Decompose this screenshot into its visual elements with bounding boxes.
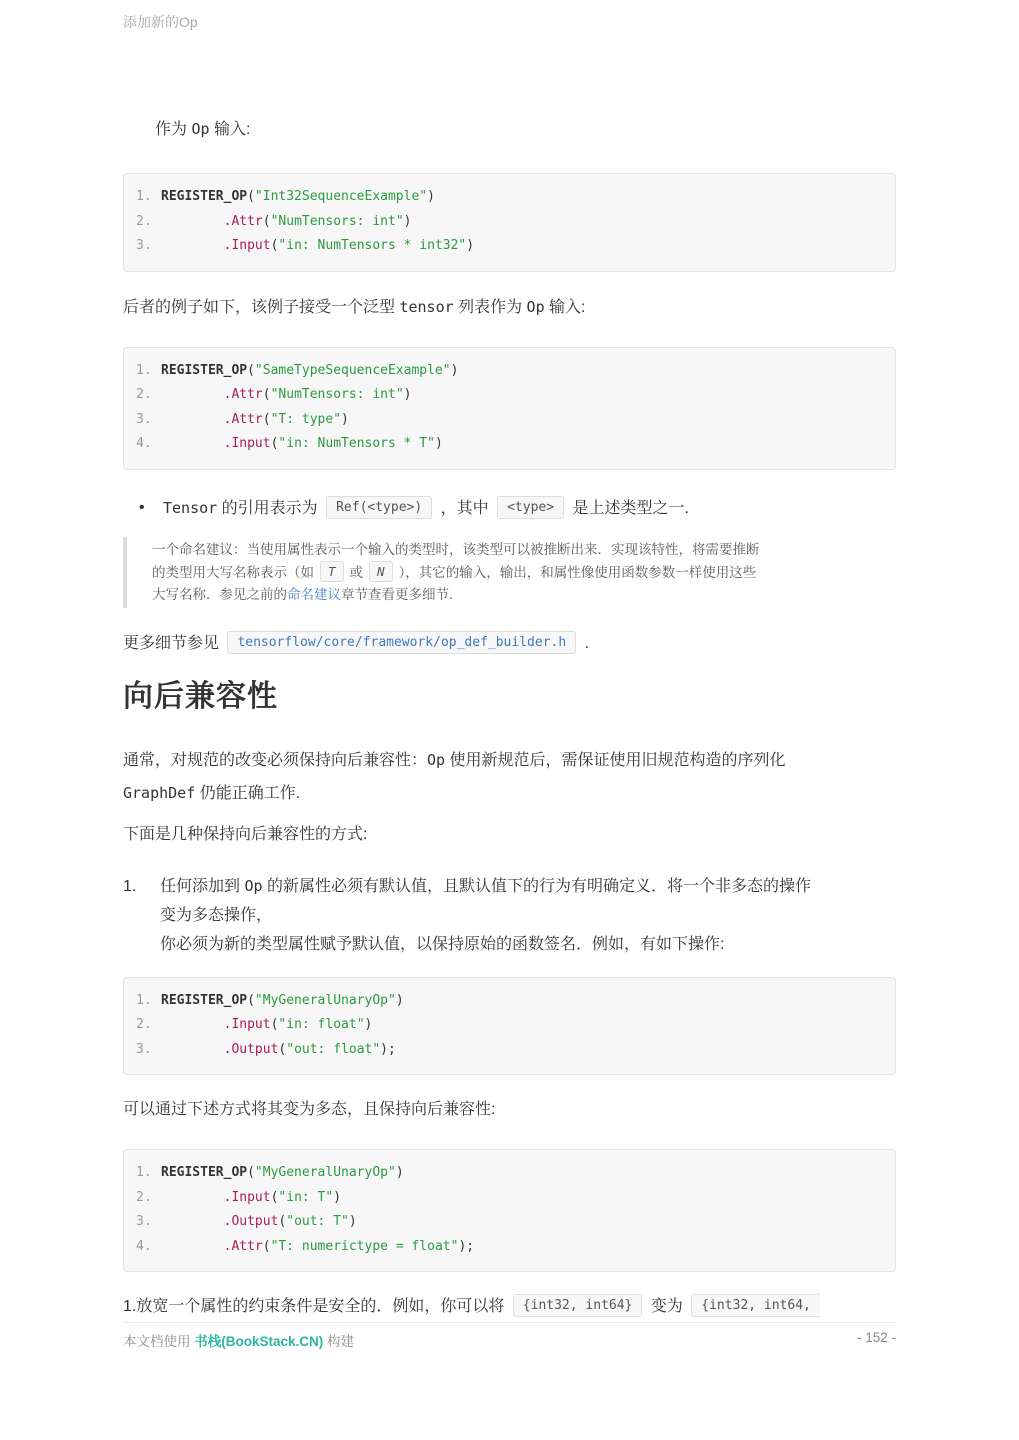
list-item-text bbox=[160, 872, 811, 959]
code-token: ) bbox=[450, 362, 459, 378]
code-token: ( bbox=[270, 1017, 279, 1032]
code-token bbox=[161, 412, 224, 427]
text-segment: 使用新规范后，需保证使用旧规范构造的序列化 bbox=[445, 751, 786, 769]
code-token: ( bbox=[247, 992, 255, 1008]
text-segment: 作为 bbox=[155, 121, 192, 138]
code-token: "T: numerictype = float" bbox=[270, 1238, 459, 1254]
code-block-my-general-unary-op-float bbox=[123, 977, 896, 1076]
text-segment: 构建 bbox=[323, 1334, 355, 1349]
code-line bbox=[136, 185, 895, 210]
code-token bbox=[161, 1214, 224, 1229]
quote-line bbox=[152, 539, 896, 561]
code-line bbox=[136, 359, 895, 384]
code-line bbox=[136, 1161, 895, 1186]
text-segment: 本文档使用 bbox=[123, 1334, 195, 1349]
doc-header-title: 添加新的Op bbox=[123, 14, 198, 30]
inline-code-pill-t: T bbox=[320, 561, 344, 582]
code-token: REGISTER_OP bbox=[161, 189, 248, 204]
code-token: ) bbox=[434, 436, 443, 451]
line-number: 1. bbox=[136, 189, 152, 204]
bullet-dot: • bbox=[139, 498, 145, 516]
code-token: ( bbox=[262, 213, 271, 229]
code-token: .Attr bbox=[223, 411, 263, 427]
code-line bbox=[136, 234, 895, 259]
code-token bbox=[161, 1190, 224, 1205]
inline-code-op: Op bbox=[427, 750, 446, 769]
quote-line bbox=[152, 584, 896, 606]
inline-code-tensor: tensor bbox=[399, 297, 454, 316]
inline-code-pill-int32-int64-clipped: {int32, int64, bbox=[691, 1294, 820, 1317]
code-block-my-general-unary-op-polymorphic bbox=[123, 1149, 896, 1272]
naming-suggestion-link[interactable]: 命名建议 bbox=[287, 586, 341, 602]
inline-code-pill-int32-int64: {int32, int64} bbox=[513, 1294, 643, 1317]
quote-line bbox=[152, 561, 896, 584]
line-number: 3. bbox=[136, 411, 152, 427]
code-token: "in: NumTensors * T" bbox=[278, 436, 435, 451]
paragraph-usually bbox=[123, 744, 896, 810]
code-token bbox=[161, 436, 224, 451]
op-def-builder-file-link[interactable]: tensorflow/core/framework/op_def_builder.h bbox=[227, 631, 576, 654]
inline-code-op: Op bbox=[244, 876, 263, 895]
line-number: 3. bbox=[136, 238, 152, 253]
code-line bbox=[136, 432, 895, 457]
text-segment: . bbox=[580, 634, 590, 652]
line-number: 4. bbox=[136, 436, 152, 451]
code-block-int32-sequence-example bbox=[123, 173, 896, 272]
code-line bbox=[136, 1186, 895, 1211]
text-segment: 变为多态操作， bbox=[160, 906, 273, 924]
line-number: 2. bbox=[136, 213, 152, 229]
inline-code-tensor: Tensor bbox=[163, 498, 218, 517]
text-segment: 的引用表示为 bbox=[217, 499, 323, 517]
code-token: ); bbox=[380, 1041, 396, 1057]
code-token bbox=[161, 1239, 224, 1254]
line-number: 3. bbox=[136, 1214, 152, 1229]
code-token: ( bbox=[247, 189, 255, 204]
code-token: .Input bbox=[223, 436, 271, 451]
code-token bbox=[161, 1017, 224, 1032]
code-token: ) bbox=[333, 1189, 342, 1205]
code-token: ( bbox=[278, 1214, 287, 1229]
code-token: "SameTypeSequenceExample" bbox=[254, 362, 451, 378]
text-segment: ，其中 bbox=[436, 499, 494, 517]
text-segment: 是上述类型之一. bbox=[568, 499, 689, 517]
inline-code-pill-ref-type: Ref(<type>) bbox=[326, 496, 432, 519]
paragraph-as-op-input bbox=[123, 116, 896, 143]
line-number: 1. bbox=[136, 1165, 152, 1180]
inline-code-pill-type: <type> bbox=[497, 496, 564, 519]
inline-code-graphdef: GraphDef bbox=[123, 783, 196, 802]
line-number: 3. bbox=[136, 1041, 152, 1057]
code-token: "MyGeneralUnaryOp" bbox=[254, 992, 396, 1008]
text-segment: 任何添加到 bbox=[160, 877, 245, 895]
code-token: ( bbox=[270, 436, 279, 451]
text-segment: 的类型用大写名称表示（如 bbox=[152, 564, 314, 580]
ordered-list-item-1 bbox=[123, 872, 896, 959]
code-line bbox=[136, 210, 895, 235]
code-line bbox=[136, 1038, 895, 1063]
code-token: "in: T" bbox=[278, 1189, 334, 1205]
code-token: ) bbox=[364, 1017, 373, 1032]
code-token: "MyGeneralUnaryOp" bbox=[254, 1165, 396, 1180]
code-token bbox=[161, 387, 224, 402]
code-token: .Input bbox=[223, 1017, 271, 1032]
text-segment: 1.放宽一个属性的约束条件是安全的．例如，你可以将 bbox=[123, 1298, 509, 1315]
code-token: "in: float" bbox=[278, 1017, 365, 1032]
code-line bbox=[136, 408, 895, 433]
code-token: "T: type" bbox=[270, 411, 342, 427]
code-token: .Input bbox=[223, 1189, 271, 1205]
code-line bbox=[136, 383, 895, 408]
footer-build-note bbox=[123, 1330, 354, 1350]
line-number: 2. bbox=[136, 1189, 152, 1205]
code-token bbox=[161, 214, 224, 229]
text-segment: 通常，对规范的改变必须保持向后兼容性： bbox=[123, 751, 428, 769]
code-token: REGISTER_OP bbox=[161, 1165, 248, 1180]
code-token: "NumTensors: int" bbox=[270, 213, 404, 229]
line-number: 4. bbox=[136, 1238, 152, 1254]
code-line bbox=[136, 1235, 895, 1260]
code-line bbox=[136, 989, 895, 1014]
line-number: 1. bbox=[136, 362, 152, 378]
code-token: .Attr bbox=[223, 387, 263, 402]
code-token bbox=[161, 238, 224, 253]
code-token: .Output bbox=[223, 1041, 279, 1057]
code-token: ( bbox=[278, 1041, 287, 1057]
naming-suggestion-blockquote bbox=[123, 537, 896, 608]
page-number: - 152 - bbox=[856, 1330, 896, 1345]
paragraph-more-details bbox=[123, 630, 896, 658]
text-segment: 的新属性必须有默认值，且默认值下的行为有明确定义．将一个非多态的操作 bbox=[262, 877, 811, 895]
inline-code-pill-n: N bbox=[369, 561, 393, 582]
code-token: REGISTER_OP bbox=[161, 992, 248, 1008]
code-token: "NumTensors: int" bbox=[270, 387, 404, 402]
text-segment: 更多细节参见 bbox=[123, 634, 224, 652]
text-segment: ），其它的输入，输出，和属性像使用函数参数一样使用这些 bbox=[398, 564, 757, 580]
bookstack-brand-link[interactable]: 书栈(BookStack.CN) bbox=[194, 1334, 324, 1349]
code-block-same-type-sequence-example bbox=[123, 347, 896, 470]
code-token: ( bbox=[262, 1238, 271, 1254]
code-token: ( bbox=[262, 411, 271, 427]
line-number: 2. bbox=[136, 387, 152, 402]
code-token: ) bbox=[466, 238, 475, 253]
code-token: "in: NumTensors * int32" bbox=[278, 238, 467, 253]
code-token: "out: float" bbox=[286, 1041, 381, 1057]
code-token: ) bbox=[395, 1165, 404, 1180]
code-token: ( bbox=[247, 362, 255, 378]
code-token: .Input bbox=[223, 238, 271, 253]
paragraph-polymorphic: 可以通过下述方式将其变为多态，且保持向后兼容性: bbox=[123, 1101, 496, 1118]
code-token: ( bbox=[270, 238, 279, 253]
code-token: .Attr bbox=[223, 213, 263, 229]
line-number: 1. bbox=[136, 992, 152, 1008]
code-token: ( bbox=[262, 387, 271, 402]
code-token: ) bbox=[427, 189, 435, 204]
code-token: ) bbox=[341, 411, 349, 427]
code-token: .Attr bbox=[223, 1238, 263, 1254]
code-token: ( bbox=[247, 1165, 255, 1180]
text-segment: 后者的例子如下，该例子接受一个泛型 bbox=[123, 298, 400, 316]
text-segment: 变为 bbox=[646, 1298, 688, 1315]
code-token: REGISTER_OP bbox=[161, 362, 248, 378]
bullet-item-tensor-ref bbox=[123, 494, 896, 523]
paragraph-latter-example bbox=[123, 294, 896, 321]
page-footer bbox=[123, 1322, 896, 1350]
code-token: ( bbox=[270, 1189, 279, 1205]
code-token: "Int32SequenceExample" bbox=[254, 189, 428, 204]
section-heading-backward-compatibility: 向后兼容性 bbox=[123, 679, 278, 713]
code-token bbox=[161, 1042, 224, 1057]
code-token: .Output bbox=[223, 1214, 279, 1229]
code-line bbox=[136, 1210, 895, 1235]
code-token: ) bbox=[403, 213, 412, 229]
text-segment: 仍能正确工作. bbox=[195, 784, 301, 802]
bullet-text bbox=[163, 494, 689, 523]
code-token: ) bbox=[403, 387, 412, 402]
text-segment: 大写名称．参见之前的 bbox=[152, 586, 287, 602]
text-segment: 章节查看更多细节. bbox=[341, 586, 453, 602]
line-number: 2. bbox=[136, 1017, 152, 1032]
paragraph-relax-constraint bbox=[123, 1292, 896, 1322]
code-token: ) bbox=[395, 992, 404, 1008]
inline-code-op: Op bbox=[191, 120, 210, 138]
code-token: ); bbox=[458, 1238, 475, 1254]
text-segment: 输入: bbox=[209, 121, 251, 138]
code-token: ) bbox=[348, 1214, 357, 1229]
text-segment: 输入: bbox=[544, 298, 586, 316]
list-marker: 1. bbox=[123, 877, 137, 895]
text-segment: 列表作为 bbox=[453, 298, 527, 316]
text-segment: 你必须为新的类型属性赋予默认值，以保持原始的函数签名．例如，有如下操作: bbox=[160, 935, 725, 953]
text-segment: 或 bbox=[349, 564, 364, 580]
paragraph-ways: 下面是几种保持向后兼容性的方式: bbox=[123, 825, 368, 843]
code-line bbox=[136, 1013, 895, 1038]
inline-code-op: Op bbox=[526, 297, 545, 316]
text-segment: 一个命名建议：当使用属性表示一个输入的类型时，该类型可以被推断出来．实现该特性，将需要推断 bbox=[152, 541, 760, 557]
code-token: "out: T" bbox=[286, 1214, 349, 1229]
